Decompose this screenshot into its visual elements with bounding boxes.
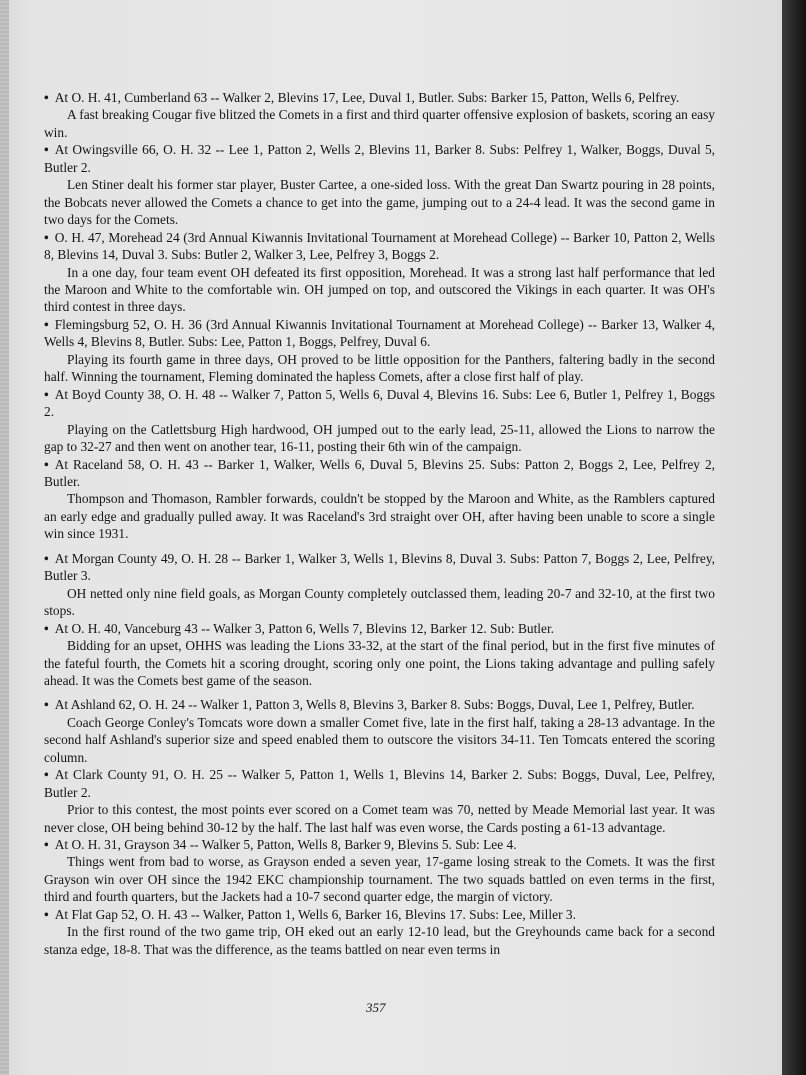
bullet-icon: • — [44, 837, 49, 853]
game-summary: In the first round of the two game trip, OH eked out an early 12-10 lead, but the Greyhounds came back for a second stanza edge, 18-8. That was the difference, as the teams battled on near even terms in — [44, 924, 715, 957]
game-entry — [44, 836, 715, 906]
game-entry — [44, 316, 715, 386]
bullet-icon: • — [44, 90, 49, 105]
bullet-icon: • — [44, 620, 49, 636]
game-result: At O. H. 31, Grayson 34 -- Walker 5, Patton, Wells 8, Barker 9, Blevins 5. Sub: Lee 4. — [54, 837, 517, 853]
bullet-icon: • — [44, 906, 49, 922]
game-entry — [44, 696, 715, 766]
bullet-icon: • — [44, 767, 49, 783]
game-entry — [44, 141, 715, 228]
game-result: At Raceland 58, O. H. 43 -- Barker 1, Walker, Wells 6, Duval 5, Blevins 25. Subs: Patton 2, Boggs 2, Lee, Pelfrey 2, Butler. — [44, 456, 715, 489]
game-result: Flemingsburg 52, O. H. 36 (3rd Annual Kiwannis Invitational Tournament at Morehead College) -- Barker 13, Walker 4, Wells 4, Blevins 8, Butler. Subs: Lee, Patton 1, Boggs, Pelfrey, Duval 6. — [44, 316, 715, 350]
game-summary: Thompson and Thomason, Rambler forwards, couldn't be stopped by the Maroon and White, as the Ramblers captured an early edge and gradually pulled away. It was Raceland's 3rd straight over OH, after having been unable to score a single win since 1931. — [44, 491, 715, 542]
game-entry — [44, 229, 715, 316]
game-entry — [44, 89, 715, 141]
game-result: At Morgan County 49, O. H. 28 -- Barker 1, Walker 3, Wells 1, Blevins 8, Duval 3. Subs: Patton 7, Boggs 2, Lee, Pelfrey, Butler 3. — [44, 550, 715, 584]
game-entry — [44, 766, 715, 836]
bullet-icon: • — [44, 456, 49, 472]
game-summary: OH netted only nine field goals, as Morgan County completely outclassed them, leading 20-7 and 32-10, at the first two stops. — [44, 585, 715, 619]
bullet-icon: • — [44, 386, 49, 402]
game-result: At Ashland 62, O. H. 24 -- Walker 1, Patton 3, Wells 8, Blevins 3, Barker 8. Subs: Boggs, Duval, Lee 1, Pelfrey, Butler. — [54, 697, 695, 713]
page-number: 357 — [366, 1000, 386, 1015]
game-result: At Flat Gap 52, O. H. 43 -- Walker, Patton 1, Wells 6, Barker 16, Blevins 17. Subs: Lee, Miller 3. — [54, 906, 576, 922]
bullet-icon: • — [44, 316, 49, 332]
game-summary: Prior to this contest, the most points ever scored on a Comet team was 70, netted by Meade Memorial last year. It was never close, OH being behind 30-12 by the half. The last half was even worse, the Cards posting a 61-13 advantage. — [44, 802, 715, 835]
bullet-icon: • — [44, 142, 49, 158]
game-entry — [44, 456, 715, 543]
game-summary: A fast breaking Cougar five blitzed the Comets in a first and third quarter offensive explosion of baskets, scoring an easy win. — [44, 107, 715, 140]
bullet-icon: • — [44, 229, 49, 245]
bullet-icon: • — [44, 550, 49, 566]
game-entry — [44, 620, 715, 690]
game-summary: Things went from bad to worse, as Grayson ended a seven year, 17-game losing streak to the Comets. It was the first Grayson win over OH since the 1942 EKC championship tournament. The two squads battled on even terms in the first, third and fourth quarters, but the Jackets had a 10-7 second quarter edge, the margin of victory. — [44, 854, 715, 905]
game-summary: Playing its fourth game in three days, OH proved to be little opposition for the Panthers, faltering badly in the second half. Winning the tournament, Fleming dominated the hapless Comets, after a close first half of play. — [44, 351, 715, 385]
game-entry — [44, 386, 715, 456]
game-result: At O. H. 41, Cumberland 63 -- Walker 2, Blevins 17, Lee, Duval 1, Butler. Subs: Barker 15, Patton, Wells 6, Pelfrey. — [54, 90, 680, 105]
game-summary: Playing on the Catlettsburg High hardwood, OH jumped out to the early lead, 25-11, allowed the Lions to narrow the gap to 32-27 and then went on another tear, 16-11, posting their 6th win of the campaign. — [44, 421, 715, 455]
game-result: At Clark County 91, O. H. 25 -- Walker 5, Patton 1, Wells 1, Blevins 14, Barker 2. Subs: Boggs, Duval, Lee, Pelfrey, Butler 2. — [44, 767, 715, 800]
game-log — [44, 89, 715, 958]
game-entry — [44, 906, 715, 958]
page-edge-shadow — [782, 0, 806, 1075]
game-result: At Boyd County 38, O. H. 48 -- Walker 7, Patton 5, Wells 6, Duval 4, Blevins 16. Subs: Lee 6, Butler 1, Pelfrey 1, Boggs 2. — [44, 386, 715, 420]
game-result: At Owingsville 66, O. H. 32 -- Lee 1, Patton 2, Wells 2, Blevins 11, Barker 8. Subs: Pelfrey 1, Walker, Boggs, Duval 5, Butler 2. — [44, 142, 715, 175]
game-result: At O. H. 40, Vanceburg 43 -- Walker 3, Patton 6, Wells 7, Blevins 12, Barker 12. Sub: Butler. — [54, 620, 555, 636]
game-entry — [44, 550, 715, 620]
page-binding — [0, 0, 9, 1075]
game-summary: In a one day, four team event OH defeated its first opposition, Morehead. It was a strong last half performance that led the Maroon and White to the comfortable win. OH jumped on top, and outscored the Vikings in each quarter. It was OH's third contest in three days. — [44, 264, 715, 315]
game-summary: Len Stiner dealt his former star player, Buster Cartee, a one-sided loss. With the great Dan Swartz pouring in 28 points, the Bobcats never allowed the Comets a chance to get into the game, jumping out to a 24-4 lead. It was the second game in two days for the Comets. — [44, 177, 715, 228]
game-summary: Coach George Conley's Tomcats wore down a smaller Comet five, late in the first half, taking a 28-13 advantage. In the second half Ashland's superior size and speed enabled them to outscore the visitors 34-11. Ten Tomcats entered the scoring column. — [44, 714, 715, 765]
bullet-icon: • — [44, 697, 49, 713]
game-result: O. H. 47, Morehead 24 (3rd Annual Kiwannis Invitational Tournament at Morehead College) -- Barker 10, Patton 2, Wells 8, Blevins 14, Duval 3. Subs: Butler 2, Walker 3, Lee, Pelfrey 3, Boggs 2. — [44, 229, 715, 263]
game-summary: Bidding for an upset, OHHS was leading the Lions 33-32, at the start of the final period, but in the first five minutes of the fateful fourth, the Comets hit a scoring drought, scoring only one point, the Lions taking advantage and pulling safely ahead. It was the Comets best game of the season. — [44, 638, 715, 688]
